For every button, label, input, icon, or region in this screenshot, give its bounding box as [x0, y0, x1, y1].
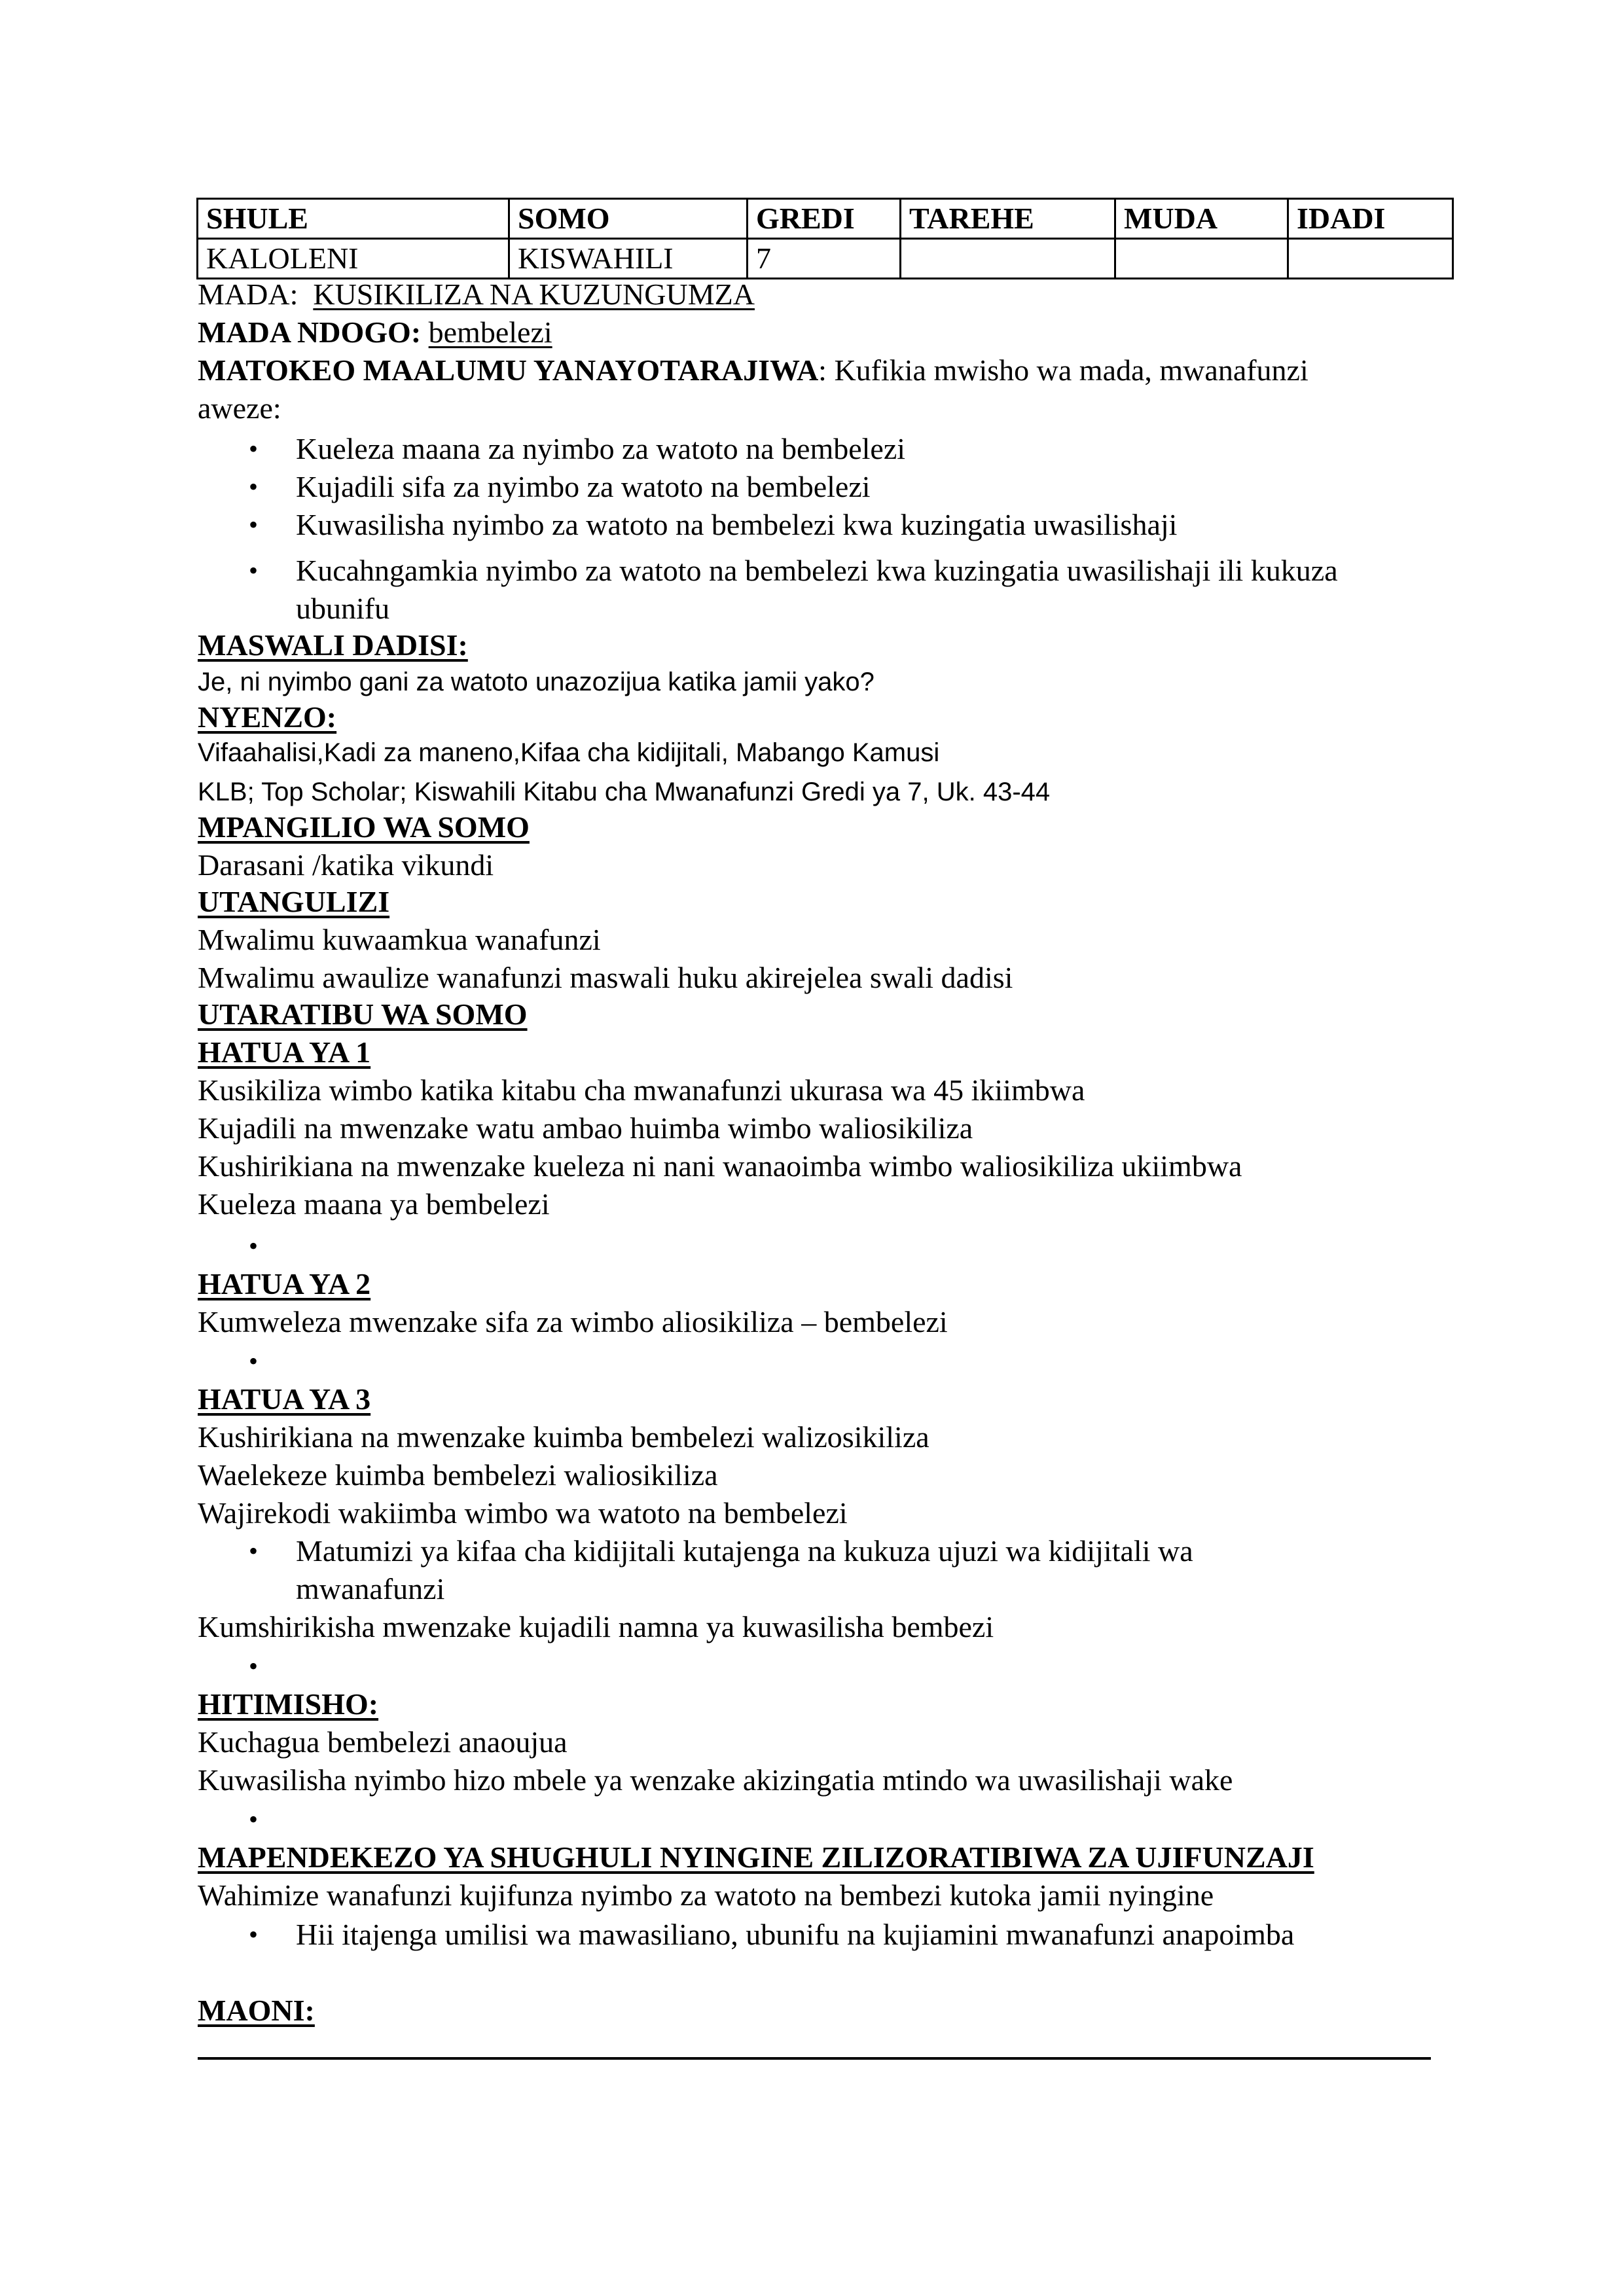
- bullet-icon: •: [249, 1346, 259, 1376]
- lesson-info-table: [196, 198, 1454, 279]
- cell-muda: [1115, 239, 1288, 279]
- bullet-icon: •: [249, 556, 259, 585]
- maoni-writing-line: [198, 2057, 1431, 2060]
- matokeo-item-1: Kueleza maana za nyimbo za watoto na bembelezi: [296, 432, 906, 465]
- header-tarehe: TAREHE: [901, 199, 1115, 239]
- matokeo-intro: Kufikia mwisho wa mada, mwanafunzi: [834, 353, 1308, 387]
- hatua-3-line-1: Kushirikiana na mwenzake kuimba bembelezi walizosikiliza: [198, 1420, 929, 1454]
- cell-tarehe: [901, 239, 1115, 279]
- utangulizi-line-2: Mwalimu awaulize wanafunzi maswali huku akirejelea swali dadisi: [198, 961, 1013, 994]
- matokeo-item-3: Kuwasilisha nyimbo za watoto na bembelezi kwa kuzingatia uwasilishaji: [296, 508, 1178, 541]
- header-idadi: IDADI: [1288, 199, 1453, 239]
- header-gredi: GREDI: [748, 199, 901, 239]
- bullet-icon: •: [249, 1231, 259, 1261]
- mada-value: KUSIKILIZA NA KUZUNGUMZA: [313, 278, 755, 311]
- mapendekezo-text: Wahimize wanafunzi kujifunza nyimbo za watoto na bembezi kutoka jamii nyingine: [198, 1878, 1214, 1912]
- header-muda: MUDA: [1115, 199, 1288, 239]
- matokeo-intro2: aweze:: [198, 391, 281, 425]
- bullet-icon: •: [249, 510, 259, 539]
- maswali-dadisi-text: Je, ni nyimbo gani za watoto unazozijua katika jamii yako?: [198, 668, 875, 696]
- utangulizi-heading: UTANGULIZI: [198, 885, 390, 918]
- mada-ndogo-line: [198, 315, 552, 350]
- mpangilio-heading: MPANGILIO WA SOMO: [198, 810, 530, 844]
- maswali-dadisi-heading: MASWALI DADISI:: [198, 628, 468, 662]
- nyenzo-line-2: KLB; Top Scholar; Kiswahili Kitabu cha Mwanafunzi Gredi ya 7, Uk. 43-44: [198, 778, 1051, 806]
- header-somo: SOMO: [509, 199, 748, 239]
- hatua-1-line-3: Kushirikiana na mwenzake kueleza ni nani wanaoimba wimbo waliosikiliza ukiimbwa: [198, 1149, 1242, 1183]
- hatua-3-line-2: Waelekeze kuimba bembelezi waliosikiliza: [198, 1458, 718, 1492]
- hitimisho-line-1: Kuchagua bembelezi anaoujua: [198, 1725, 568, 1759]
- hatua-1-line-4: Kueleza maana ya bembelezi: [198, 1187, 550, 1221]
- hitimisho-line-2: Kuwasilisha nyimbo hizo mbele ya wenzake akizingatia mtindo wa uwasilishaji wake: [198, 1763, 1233, 1797]
- hatua-3-line-3: Wajirekodi wakiimba wimbo wa watoto na bembelezi: [198, 1496, 848, 1530]
- nyenzo-line-1: Vifaahalisi,Kadi za maneno,Kifaa cha kidijitali, Mabango Kamusi: [198, 738, 940, 767]
- cell-idadi: [1288, 239, 1453, 279]
- mada-ndogo-label: MADA NDOGO:: [198, 315, 422, 349]
- cell-shule: KALOLENI: [198, 239, 509, 279]
- matokeo-label: MATOKEO MAALUMU YANAYOTARAJIWA: [198, 353, 819, 387]
- mada-ndogo-value: bembelezi: [428, 315, 552, 349]
- hitimisho-heading: HITIMISHO:: [198, 1687, 379, 1721]
- cell-somo: KISWAHILI: [509, 239, 748, 279]
- table-row: [198, 239, 1453, 279]
- table-header-row: [198, 199, 1453, 239]
- hatua-3-bullet: Matumizi ya kifaa cha kidijitali kutajenga na kukuza ujuzi wa kidijitali wa: [296, 1534, 1193, 1568]
- bullet-icon: •: [249, 1651, 259, 1681]
- hatua-2-line-1: Kumweleza mwenzake sifa za wimbo aliosikiliza – bembelezi: [198, 1305, 948, 1338]
- bullet-icon: •: [249, 1536, 259, 1566]
- mada-label: MADA: [198, 278, 290, 311]
- hatua-3-after: Kumshirikisha mwenzake kujadili namna ya kuwasilisha bembezi: [198, 1610, 994, 1643]
- bullet-icon: •: [249, 1920, 259, 1949]
- nyenzo-heading: NYENZO:: [198, 700, 337, 734]
- hatua-3-bullet-cont: mwanafunzi: [296, 1572, 445, 1605]
- mada-line: MADA: KUSIKILIZA NA KUZUNGUMZA: [198, 278, 755, 311]
- bullet-icon: •: [249, 472, 259, 501]
- matokeo-item-4-cont: ubunifu: [296, 592, 390, 625]
- mapendekezo-bullet: Hii itajenga umilisi wa mawasiliano, ubunifu na kujiamini mwanafunzi anapoimba: [296, 1918, 1295, 1951]
- utangulizi-line-1: Mwalimu kuwaamkua wanafunzi: [198, 923, 601, 956]
- mapendekezo-heading: MAPENDEKEZO YA SHUGHULI NYINGINE ZILIZORATIBIWA ZA UJIFUNZAJI: [198, 1840, 1314, 1874]
- utaratibu-heading: UTARATIBU WA SOMO: [198, 997, 528, 1031]
- bullet-icon: •: [249, 434, 259, 463]
- hatua-1-line-1: Kusikiliza wimbo katika kitabu cha mwanafunzi ukurasa wa 45 ikiimbwa: [198, 1073, 1085, 1107]
- cell-gredi: 7: [748, 239, 901, 279]
- matokeo-item-2: Kujadili sifa za nyimbo za watoto na bembelezi: [296, 470, 871, 503]
- header-shule: SHULE: [198, 199, 509, 239]
- bullet-icon: •: [249, 1804, 259, 1834]
- hatua-2-heading: HATUA YA 2: [198, 1267, 371, 1300]
- matokeo-item-4: Kucahngamkia nyimbo za watoto na bembelezi kwa kuzingatia uwasilishaji ili kukuza: [296, 554, 1338, 587]
- matokeo-line: MATOKEO MAALUMU YANAYOTARAJIWA: Kufikia mwisho wa mada, mwanafunzi: [198, 353, 1308, 387]
- hatua-1-line-2: Kujadili na mwenzake watu ambao huimba wimbo waliosikiliza: [198, 1111, 973, 1145]
- hatua-3-heading: HATUA YA 3: [198, 1382, 371, 1416]
- maoni-heading: MAONI:: [198, 1994, 315, 2027]
- hatua-1-heading: HATUA YA 1: [198, 1035, 371, 1069]
- mpangilio-text: Darasani /katika vikundi: [198, 848, 494, 882]
